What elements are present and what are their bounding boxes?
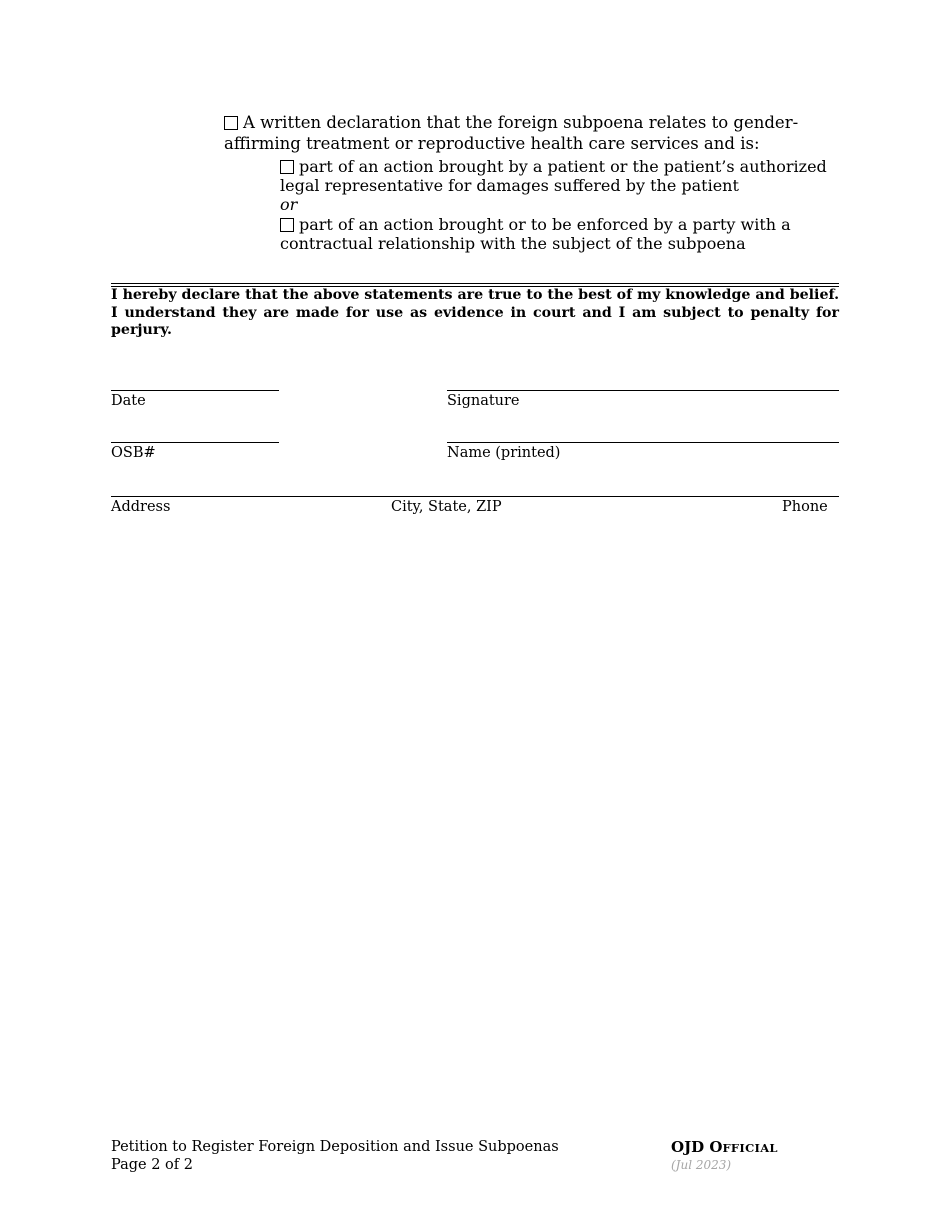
contractual-party-checkbox[interactable] (280, 218, 294, 232)
osb-line[interactable] (111, 442, 279, 443)
or-text: or (280, 195, 298, 214)
osb-label: OSB# (111, 445, 156, 461)
footer-page-number: Page 2 of 2 (111, 1157, 193, 1173)
footer-form-title: Petition to Register Foreign Deposition and Issue Subpoenas (111, 1139, 559, 1155)
declaration-text: A written declaration that the foreign subpoena relates to gender-affirming treatment or reproductive health care services and is: (224, 113, 799, 153)
signature-label: Signature (447, 393, 520, 409)
ojd-official-rest: FFICIAL (722, 1141, 778, 1155)
patient-action-checkbox[interactable] (280, 160, 294, 174)
attestation-statement: I hereby declare that the above statements are true to the best of my knowledge and belief. I understand they are made for use as evidence in court and I am subject to penalty for perjury. (111, 287, 840, 338)
option-contractual-party (280, 215, 840, 253)
contractual-party-text: part of an action brought or to be enforced by a party with a contractual relationship with the subject of the subpoena (280, 215, 791, 253)
ojd-official-mark (671, 1138, 778, 1156)
address-line[interactable] (111, 496, 839, 497)
phone-label: Phone (782, 499, 828, 515)
city-state-zip-label: City, State, ZIP (391, 499, 502, 515)
address-label: Address (111, 499, 171, 515)
date-line[interactable] (111, 390, 279, 391)
revision-date: (Jul 2023) (671, 1158, 732, 1172)
declaration-checkbox[interactable] (224, 116, 238, 130)
ojd-official-first: OJD O (671, 1138, 723, 1156)
name-printed-label: Name (printed) (447, 445, 561, 461)
declaration-main (224, 112, 824, 154)
option-patient-action (280, 157, 840, 195)
signature-line[interactable] (447, 390, 839, 391)
double-rule-top (111, 283, 839, 284)
patient-action-text: part of an action brought by a patient or the patient’s authorized legal representative for damages suffered by the patient (280, 157, 827, 195)
date-label: Date (111, 393, 146, 409)
name-printed-line[interactable] (447, 442, 839, 443)
